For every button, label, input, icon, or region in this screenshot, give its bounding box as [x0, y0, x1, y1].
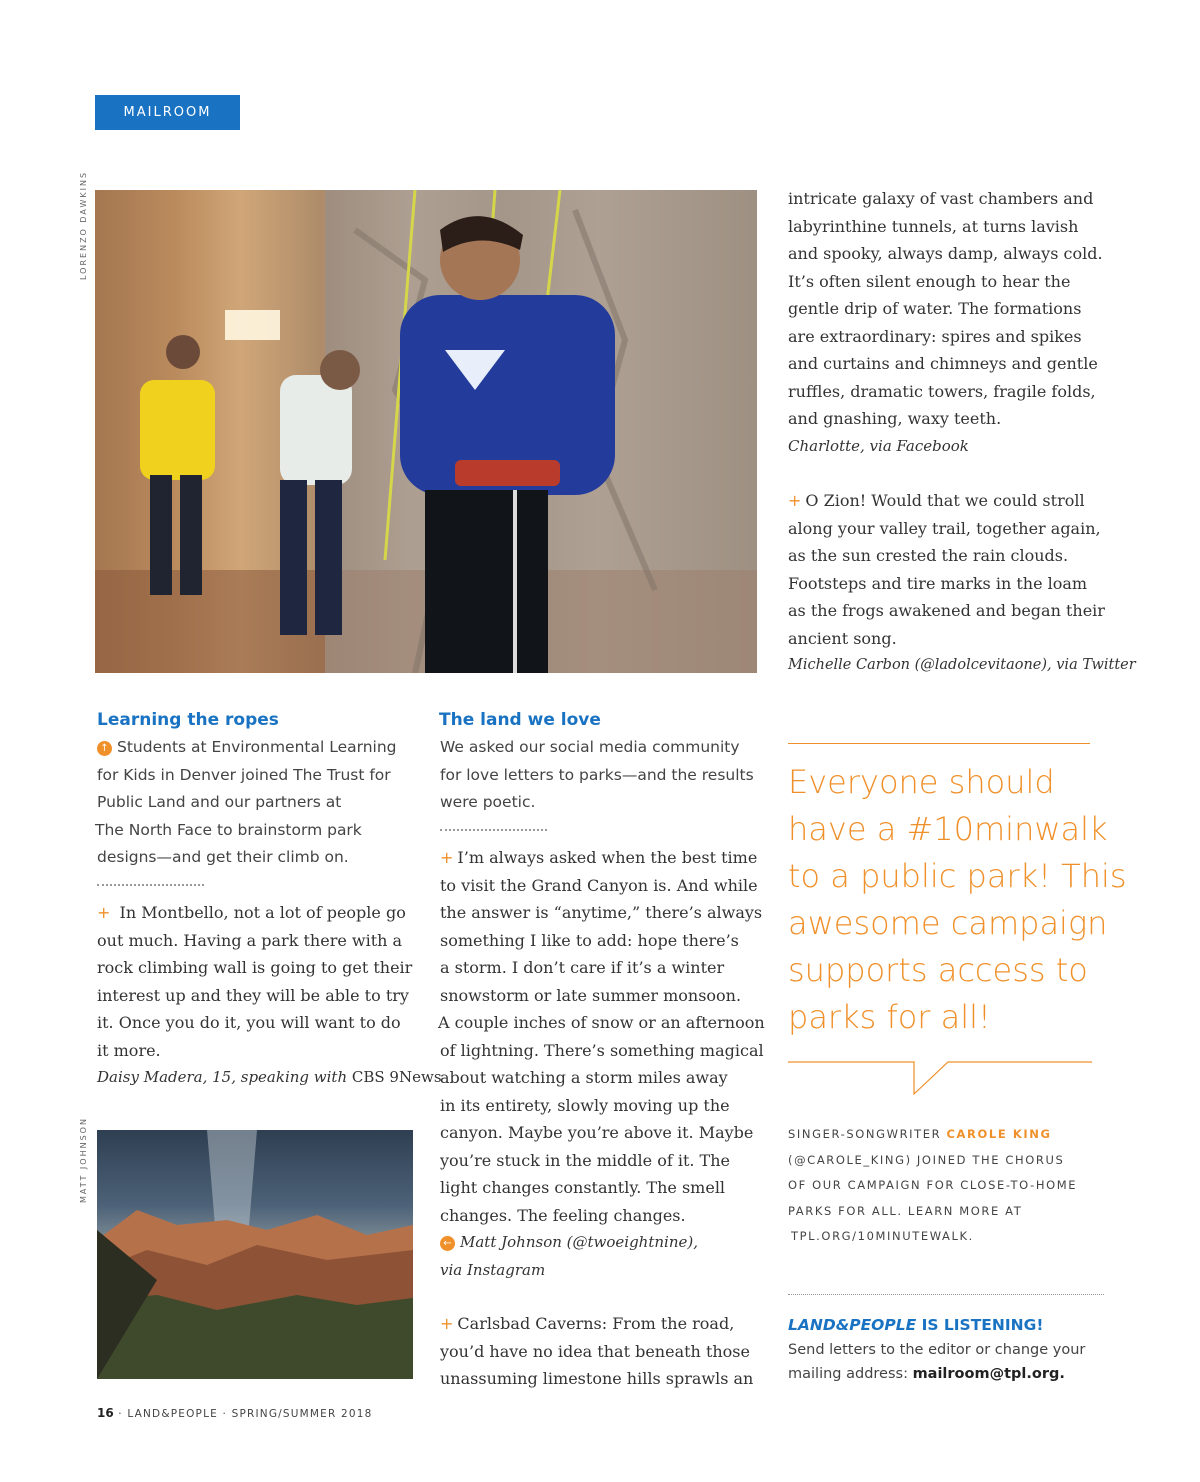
letter-line: to visit the Grand Canyon is. And while [440, 875, 758, 895]
plus-icon: + [440, 848, 454, 867]
lede-line: We asked our social media community [440, 738, 740, 756]
listening-line: Send letters to the editor or change your [788, 1342, 1086, 1358]
quote-line: out much. Having a park there with a [97, 930, 403, 950]
pull-quote-line: Everyone should [788, 763, 1055, 801]
letter-line: and gnashing, waxy teeth. [788, 409, 1002, 428]
caption-line: OF OUR CAMPAIGN FOR CLOSE-TO-HOME [788, 1178, 1078, 1192]
letter-line: gentle drip of water. The formations [788, 299, 1082, 318]
letter-line: labyrinthine tunnels, at turns lavish [788, 216, 1079, 236]
mailroom-email-link[interactable]: mailroom@tpl.org. [912, 1366, 1065, 1382]
speech-bubble-tail [786, 1058, 1096, 1098]
pull-quote-caption [788, 1122, 1118, 1250]
listening-title: LAND&PEOPLE IS LISTENING! [788, 1316, 1044, 1334]
photo-credit-bottom: MATT JOHNSON [79, 1117, 88, 1203]
middle-lede [440, 734, 760, 817]
quote-line: it more. [97, 1040, 161, 1060]
caption-line: TPL.ORG/10MINUTEWALK. [791, 1229, 974, 1243]
letter-line: changes. The feeling changes. [440, 1205, 686, 1225]
letter-line: It’s often silent enough to hear the [788, 271, 1071, 291]
pull-quote-top-rule [788, 743, 1090, 744]
letter-attribution: Charlotte, via Facebook [788, 436, 969, 455]
divider [440, 829, 547, 831]
listening-line: mailing address: mailroom@tpl.org. [788, 1366, 1065, 1382]
lede-line: for Kids in Denver joined The Trust for [97, 765, 391, 784]
letter-line: light changes constantly. The smell [440, 1178, 726, 1197]
lede-line: ↑ Students at Environmental Learning [97, 734, 417, 762]
letter-line: + O Zion! Would that we could stroll [788, 491, 1085, 510]
letter-line: as the frogs awakened and began their [788, 601, 1105, 620]
climbing-photo [95, 190, 757, 673]
letter-zion [788, 487, 1136, 680]
letter-line: as the sun crested the rain clouds. [788, 546, 1069, 565]
letter-line: along your valley trail, together again, [788, 518, 1101, 538]
plus-icon: + [97, 903, 111, 922]
left-arrow-icon: ← [440, 1236, 455, 1251]
quote-line: it. Once you do it, you will want to do [97, 1013, 401, 1032]
quote-line: rock climbing wall is going to get their [97, 958, 413, 977]
letter-line: the answer is “anytime,” there’s always [440, 903, 763, 922]
pull-quote-line: parks for all! [788, 998, 991, 1036]
listening-body [788, 1338, 1085, 1386]
letter-attribution: Michelle Carbon (@ladolcevitaone), via Twitter [788, 657, 1136, 673]
letter-line: + I’m always asked when the best time [440, 848, 758, 867]
left-quote [97, 899, 442, 1092]
divider [788, 1294, 1104, 1295]
left-lede [97, 734, 417, 872]
letter-line: about watching a storm miles away [440, 1068, 728, 1087]
pull-quote [788, 759, 1128, 1041]
divider [97, 884, 204, 886]
plus-icon: + [788, 491, 802, 510]
letter-line: A couple inches of snow or an afternoon [438, 1013, 765, 1032]
letter-line: canyon. Maybe you’re above it. Maybe [440, 1123, 754, 1142]
middle-heading: The land we love [439, 710, 601, 730]
letter-line: and curtains and chimneys and gentle [788, 354, 1098, 373]
letter-line: ruffles, dramatic towers, fragile folds, [788, 381, 1096, 401]
letter-line: intricate galaxy of vast chambers and [788, 189, 1094, 208]
pull-quote-line: have a #10minwalk [788, 810, 1108, 848]
quote-line: interest up and they will be able to try [97, 985, 409, 1005]
caption-line: SINGER-SONGWRITER CAROLE KING [788, 1127, 1052, 1141]
caption-line: (@CAROLE_KING) JOINED THE CHORUS [788, 1152, 1065, 1167]
letter-line: snowstorm or late summer monsoon. [440, 985, 742, 1005]
letter-carlsbad-continued [788, 185, 1118, 460]
canyon-photo [97, 1130, 413, 1379]
letter-line: are extraordinary: spires and spikes [788, 326, 1082, 346]
letter-line: and spooky, always damp, always cold. [788, 244, 1103, 263]
letter-line: in its entirety, slowly moving up the [440, 1095, 730, 1115]
letter-line: of lightning. There’s something magical [440, 1040, 764, 1060]
lede-line: were poetic. [440, 793, 536, 811]
letter-grand-canyon [438, 844, 765, 1284]
caption-line: PARKS FOR ALL. LEARN MORE AT [788, 1203, 1023, 1218]
letter-attribution: via Instagram [440, 1260, 546, 1279]
letter-line: + Carlsbad Caverns: From the road, [440, 1314, 735, 1333]
letter-line: unassuming limestone hills sprawls an [440, 1369, 754, 1388]
pull-quote-line: to a public park! This [788, 857, 1127, 895]
pull-quote-line: awesome campaign [788, 904, 1108, 942]
page-footer: 16 · LAND&PEOPLE · SPRING/SUMMER 2018 [97, 1406, 373, 1420]
quote-attribution: Daisy Madera, 15, speaking with CBS 9News [97, 1068, 442, 1086]
section-tab: MAILROOM [95, 95, 240, 130]
letter-line: Footsteps and tire marks in the loam [788, 573, 1088, 593]
pull-quote-line: supports access to [788, 951, 1088, 989]
photo-credit-top: LORENZO DAWKINS [79, 170, 88, 280]
left-heading: Learning the ropes [97, 710, 279, 730]
letter-attribution: ← Matt Johnson (@twoeightnine), [440, 1229, 760, 1257]
letter-line: something I like to add: hope there’s [440, 930, 739, 950]
letter-carlsbad [440, 1310, 760, 1393]
lede-line: Public Land and our partners at [97, 793, 342, 811]
letter-line: you’d have no idea that beneath those [440, 1341, 750, 1361]
up-arrow-icon: ↑ [97, 741, 112, 756]
plus-icon: + [440, 1314, 454, 1333]
quote-line: + In Montbello, not a lot of people go [97, 903, 406, 922]
lede-line: for love letters to parks—and the results [440, 765, 754, 784]
lede-line: designs—and get their climb on. [97, 848, 349, 866]
lede-line: The North Face to brainstorm park [95, 820, 362, 839]
letter-line: a storm. I don’t care if it’s a winter [440, 958, 725, 977]
page-number: 16 [97, 1406, 114, 1420]
letter-line: you’re stuck in the middle of it. The [440, 1150, 730, 1170]
letter-line: ancient song. [788, 628, 897, 648]
